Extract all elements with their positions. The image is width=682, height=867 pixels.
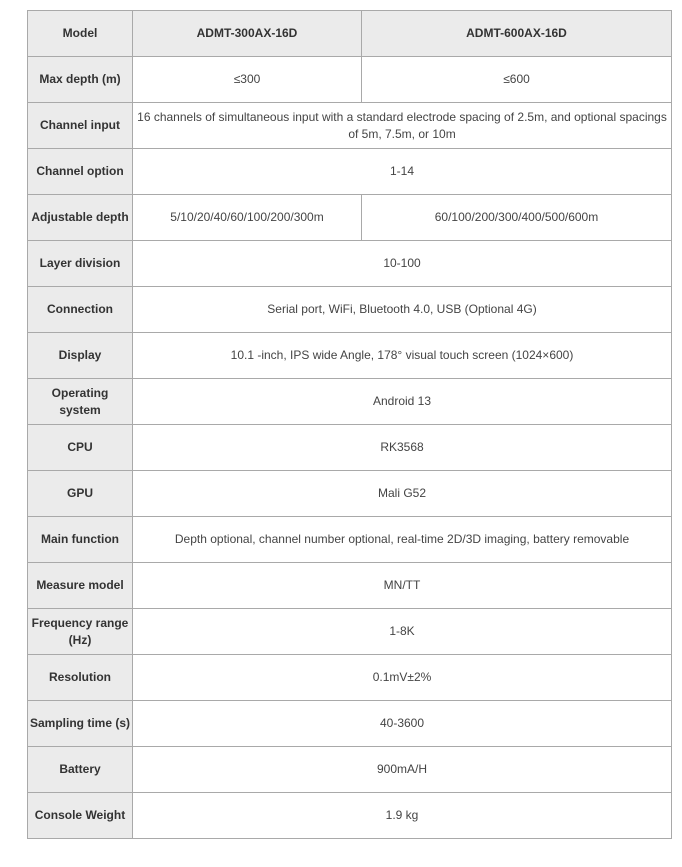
row-label: Operating system [28,379,133,425]
table-row [28,57,672,103]
table-row [28,149,672,195]
row-value: 1.9 kg [133,793,672,839]
row-label: CPU [28,425,133,471]
row-label: Adjustable depth [28,195,133,241]
spec-table [27,10,672,839]
header-label-cell: Model [28,11,133,57]
row-value: Mali G52 [133,471,672,517]
row-label: Frequency range (Hz) [28,609,133,655]
header-model-300-cell: ADMT-300AX-16D [133,11,362,57]
row-value: Android 13 [133,379,672,425]
table-row [28,747,672,793]
row-value: MN/TT [133,563,672,609]
header-model-600-cell: ADMT-600AX-16D [362,11,672,57]
row-value: 0.1mV±2% [133,655,672,701]
row-label: Channel option [28,149,133,195]
table-row [28,425,672,471]
row-label: Display [28,333,133,379]
table-row [28,563,672,609]
row-label: Measure model [28,563,133,609]
row-value: Depth optional, channel number optional, real-time 2D/3D imaging, battery removable [133,517,672,563]
row-label: Sampling time (s) [28,701,133,747]
row-value: 1-14 [133,149,672,195]
row-value: 1-8K [133,609,672,655]
row-value: 10.1 -inch, IPS wide Angle, 178° visual touch screen (1024×600) [133,333,672,379]
table-row [28,287,672,333]
table-header-row [28,11,672,57]
table-row [28,241,672,287]
row-value-600: 60/100/200/300/400/500/600m [362,195,672,241]
table-row [28,655,672,701]
table-row [28,103,672,149]
row-value: 900mA/H [133,747,672,793]
row-label: Max depth (m) [28,57,133,103]
row-label: Resolution [28,655,133,701]
row-value: RK3568 [133,425,672,471]
table-row [28,793,672,839]
row-value: Serial port, WiFi, Bluetooth 4.0, USB (Optional 4G) [133,287,672,333]
row-label: Main function [28,517,133,563]
row-label: Layer division [28,241,133,287]
table-row [28,517,672,563]
row-value-300: 5/10/20/40/60/100/200/300m [133,195,362,241]
table-row [28,379,672,425]
row-value: 10-100 [133,241,672,287]
row-label: Channel input [28,103,133,149]
table-row [28,195,672,241]
row-value-600: ≤600 [362,57,672,103]
row-label: Battery [28,747,133,793]
row-label: Connection [28,287,133,333]
row-value: 16 channels of simultaneous input with a standard electrode spacing of 2.5m, and optional spacings of 5m, 7.5m, or 10m [133,103,672,149]
table-row [28,609,672,655]
row-value: 40-3600 [133,701,672,747]
table-row [28,333,672,379]
table-row [28,701,672,747]
row-label: GPU [28,471,133,517]
row-label: Console Weight [28,793,133,839]
row-value-300: ≤300 [133,57,362,103]
table-row [28,471,672,517]
